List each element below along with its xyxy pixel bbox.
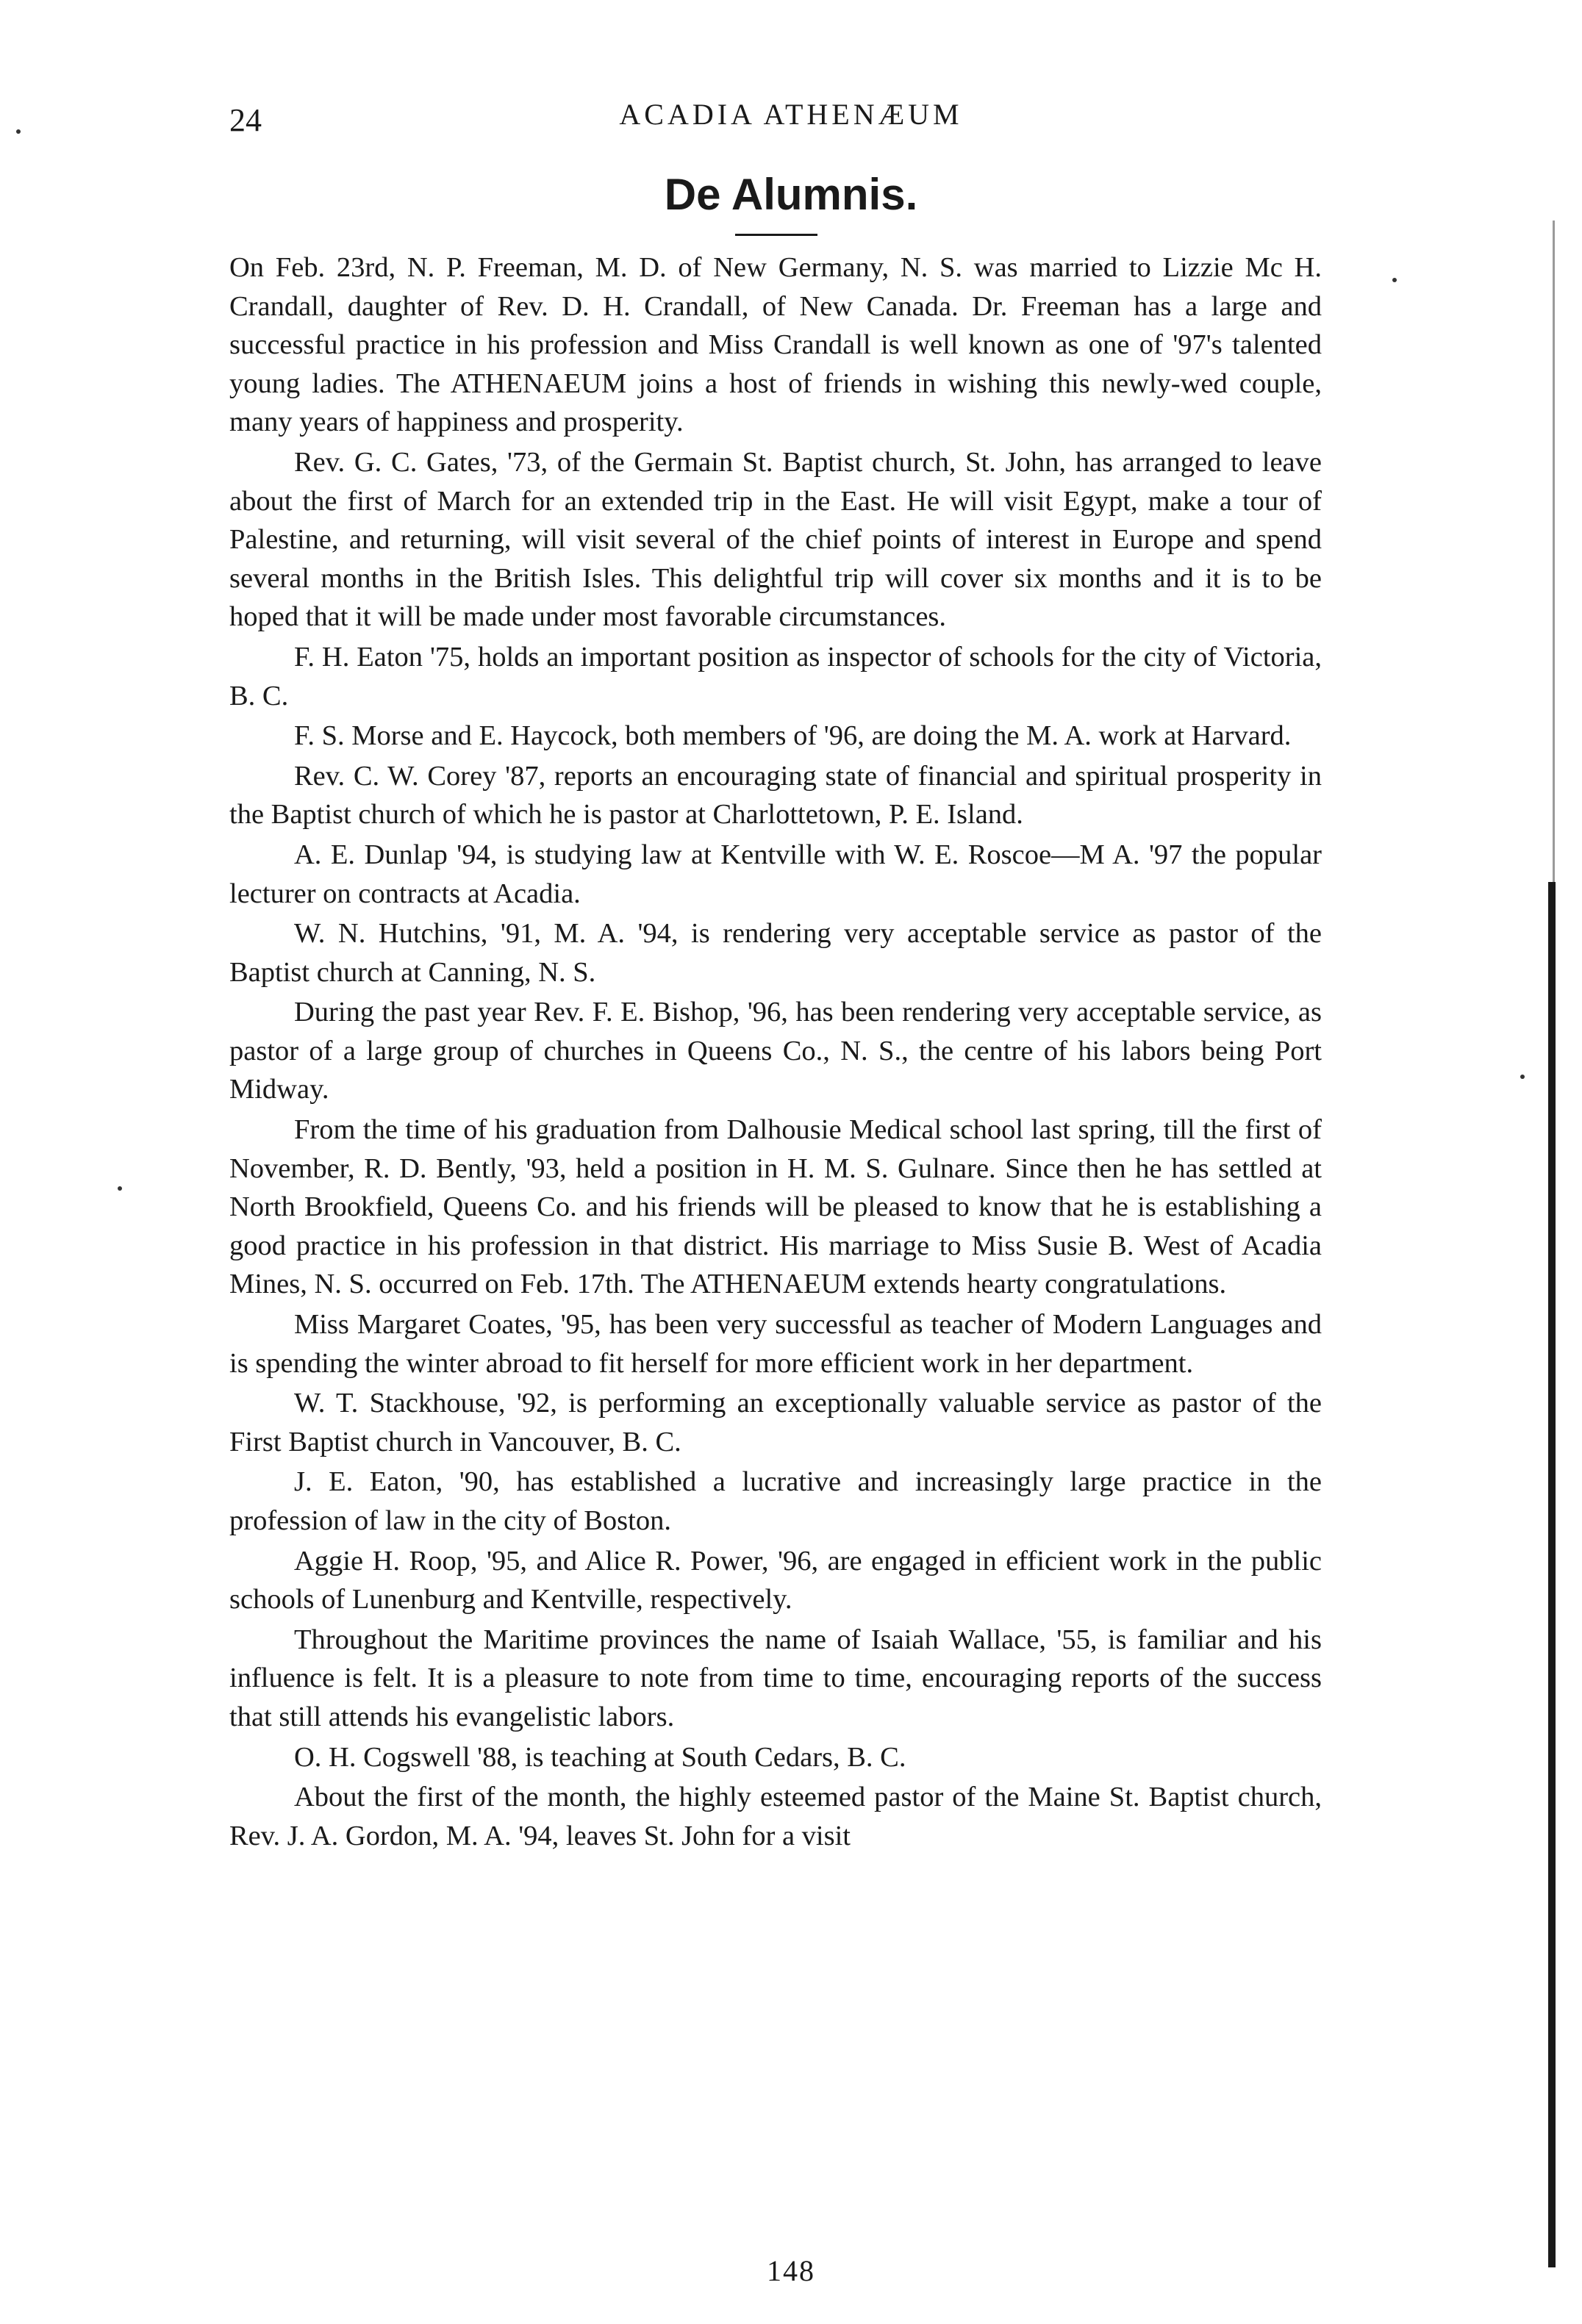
page-number: 24: [229, 102, 262, 138]
paragraph-freeman-marriage: On Feb. 23rd, N. P. Freeman, M. D. of New Germany, N. S. was married to Lizzie Mc H. Crandall, daughter of Rev. D. H. Crandall, of New Canada. Dr. Freeman has a large and successful practice in his profession and Miss Crandall is well known as one of '97's talented young ladies. The ATHENAEUM joins a host of friends in wishing this newly-wed couple, many years of happiness and prosperity.: [229, 252, 1322, 438]
paragraph-morse-haycock: F. S. Morse and E. Haycock, both members of '96, are doing the M. A. work at Harvard.: [294, 720, 1292, 752]
paragraph-stackhouse: W. T. Stackhouse, '92, is performing an exceptionally valuable service as pastor of the First Baptist church in Vancouver, B. C.: [229, 1388, 1322, 1457]
scan-edge-bar: [1548, 882, 1556, 2267]
paragraph-dunlap: A. E. Dunlap '94, is studying law at Kentville with W. E. Roscoe—M A. '97 the popular lecturer on contracts at Acadia.: [229, 839, 1322, 909]
folio-number: 148: [767, 2254, 815, 2287]
paragraph-gates-trip: Rev. G. C. Gates, '73, of the Germain St. Baptist church, St. John, has arranged to leave about the first of March for an extended trip in the East. He will visit Egypt, make a tour of Palestine, and returning, will visit several of the chief points of interest in Europe and spend several months in the British Isles. This delightful trip will cover six months and it is to be hoped that it will be made under most favorable circumstances.: [229, 446, 1322, 633]
paragraph-roop-power: Aggie H. Roop, '95, and Alice R. Power, '96, are engaged in efficient work in the public schools of Lunenburg and Kentville, respectively.: [229, 1545, 1322, 1615]
scan-edge-line: [1553, 220, 1555, 882]
paragraph-bently: From the time of his graduation from Dalhousie Medical school last spring, till the first of November, R. D. Bently, '93, held a position in H. M. S. Gulnare. Since then he has settled at North Brookfield, Queens Co. and his friends will be pleased to know that he is establishing a good practice in his profession in that district. His marriage to Miss Susie B. West of Acadia Mines, N. S. occurred on Feb. 17th. The ATHENAEUM extends hearty congratulations.: [229, 1114, 1322, 1300]
paragraph-corey: Rev. C. W. Corey '87, reports an encouraging state of financial and spiritual prosperity in the Baptist church of which he is pastor at Charlottetown, P. E. Island.: [229, 760, 1322, 831]
scan-speck: [16, 129, 21, 134]
running-head: ACADIA ATHENÆUM: [619, 98, 963, 131]
section-title: De Alumnis.: [664, 170, 918, 219]
paragraph-hutchins: W. N. Hutchins, '91, M. A. '94, is rendering very acceptable service as pastor of the Baptist church at Canning, N. S.: [229, 918, 1322, 988]
paragraph-coates: Miss Margaret Coates, '95, has been very successful as teacher of Modern Languages and is spending the winter abroad to fit herself for more efficient work in her department.: [229, 1309, 1322, 1379]
title-divider: [735, 234, 817, 236]
scan-speck: [118, 1186, 122, 1191]
article-body: [229, 248, 1322, 1857]
scan-speck: [1392, 278, 1397, 282]
paragraph-gordon: About the first of the month, the highly esteemed pastor of the Maine St. Baptist church, Rev. J. A. Gordon, M. A. '94, leaves St. John for a visit: [229, 1782, 1322, 1851]
paragraph-wallace: Throughout the Maritime provinces the name of Isaiah Wallace, '55, is familiar and his influence is felt. It is a pleasure to note from time to time, encouraging reports of the success that still attends his evangelistic labors.: [229, 1624, 1322, 1732]
paragraph-eaton-inspector: F. H. Eaton '75, holds an important position as inspector of schools for the city of Victoria, B. C.: [229, 641, 1322, 711]
paragraph-je-eaton: J. E. Eaton, '90, has established a lucrative and increasingly large practice in the profession of law in the city of Boston.: [229, 1466, 1322, 1536]
paragraph-bishop: During the past year Rev. F. E. Bishop, '96, has been rendering very acceptable service, as pastor of a large group of churches in Queens Co., N. S., the centre of his labors being Port Midway.: [229, 997, 1322, 1105]
scan-speck: [1520, 1075, 1525, 1079]
paragraph-cogswell: O. H. Cogswell '88, is teaching at South Cedars, B. C.: [294, 1741, 906, 1773]
